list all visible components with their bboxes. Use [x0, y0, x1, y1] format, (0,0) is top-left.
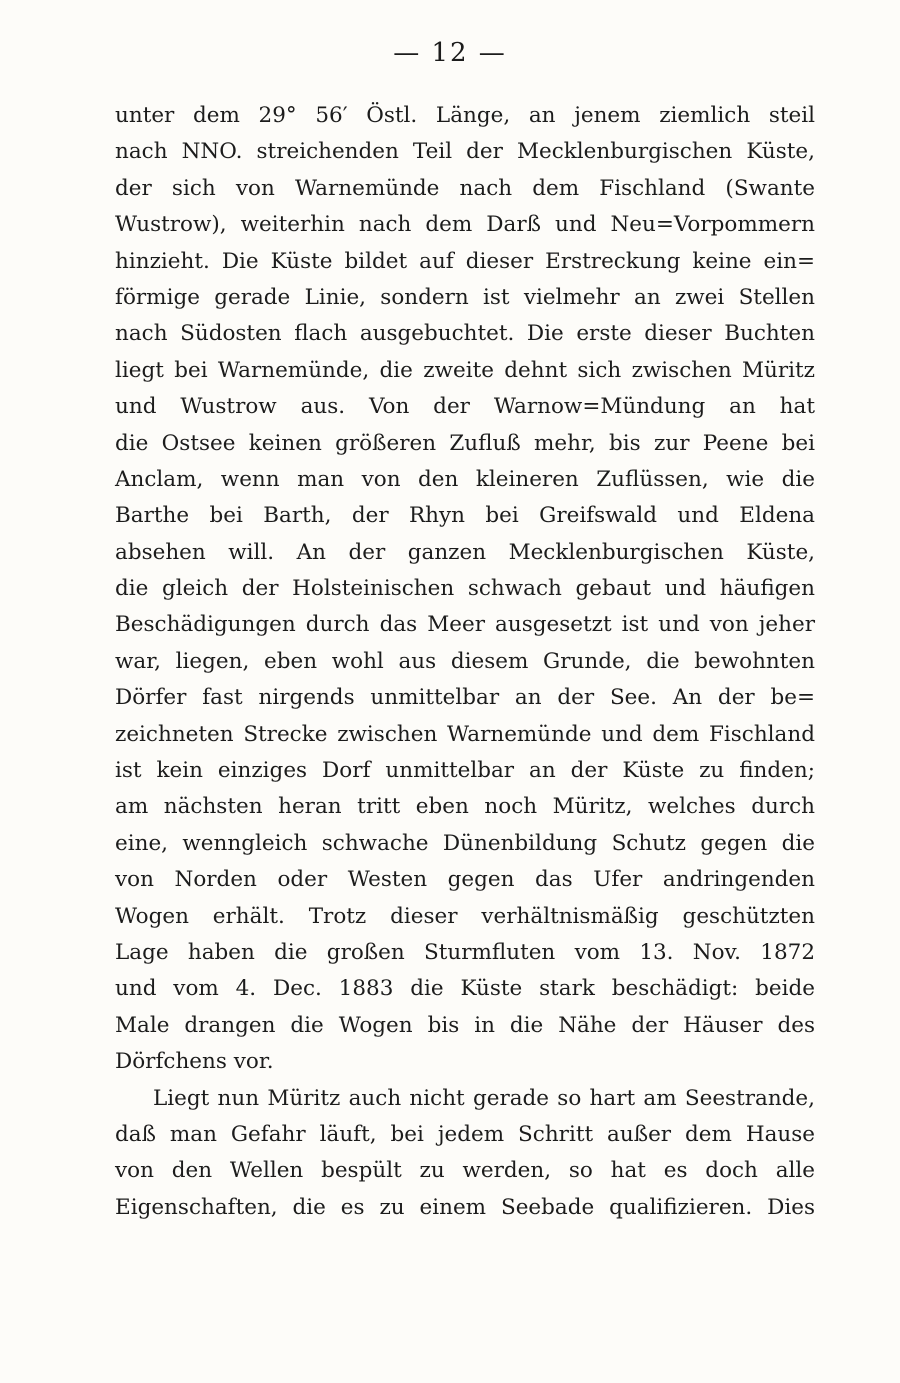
paragraph-start-line: Liegt nun Müritz auch nicht gerade so hart am Seestrande, [153, 1085, 815, 1111]
text-line: und vom 4. Dec. 1883 die Küste stark beschädigt: beide [115, 976, 815, 1002]
text-line: ist kein einziges Dorf unmittelbar an der Küste zu finden; [115, 758, 815, 784]
text-line: förmige gerade Linie, sondern ist vielmehr an zwei Stellen [115, 284, 815, 310]
text-line: der sich von Warnemünde nach dem Fischland (Swante [115, 175, 815, 201]
text-line: unter dem 29° 56′ Östl. Länge, an jenem ziemlich steil [115, 103, 815, 128]
text-line: die gleich der Holsteinischen schwach gebaut und häufigen [115, 576, 815, 602]
text-line: und Wustrow aus. Von der Warnow=Mündung an hat [115, 394, 815, 420]
text-line: die Ostsee keinen größeren Zufluß mehr, bis zur Peene bei [115, 430, 815, 456]
text-line: von Norden oder Westen gegen das Ufer andringenden [115, 867, 815, 893]
text-line: daß man Gefahr läuft, bei jedem Schritt außer dem Hause [115, 1121, 815, 1147]
text-line: Wogen erhält. Trotz dieser verhältnismäßig geschützten [115, 903, 815, 929]
text-line: hinzieht. Die Küste bildet auf dieser Erstreckung keine ein= [115, 248, 815, 274]
text-line: Barthe bei Barth, der Rhyn bei Greifswald und Eldena [115, 503, 815, 529]
text-line: am nächsten heran tritt eben noch Müritz, welches durch [115, 794, 815, 820]
text-line: zeichneten Strecke zwischen Warnemünde und dem Fischland [115, 721, 815, 747]
page-number: — 12 — [393, 38, 507, 68]
text-line: nach Südosten flach ausgebuchtet. Die erste dieser Buchten [115, 321, 815, 347]
text-line: liegt bei Warnemünde, die zweite dehnt sich zwischen Müritz [115, 357, 815, 383]
text-line: war, liegen, eben wohl aus diesem Grunde, die bewohnten [115, 648, 815, 674]
text-line: Male drangen die Wogen bis in die Nähe der Häuser des [115, 1012, 815, 1038]
text-line: eine, wenngleich schwache Dünenbildung Schutz gegen die [115, 830, 815, 856]
text-line: nach NNO. streichenden Teil der Mecklenburgischen Küste, [115, 139, 815, 165]
paragraph-end-line: Dörfchens vor. [115, 1049, 274, 1075]
text-line: Eigenschaften, die es zu einem Seebade qualifizieren. Dies [115, 1194, 815, 1220]
body-text [115, 98, 815, 1226]
text-line: Lage haben die großen Sturmfluten vom 13. Nov. 1872 [115, 939, 815, 965]
text-line: Wustrow), weiterhin nach dem Darß und Neu=Vorpommern [115, 212, 815, 238]
text-line: Anclam, wenn man von den kleineren Zuflüssen, wie die [115, 466, 815, 492]
text-line: von den Wellen bespült zu werden, so hat es doch alle [115, 1158, 815, 1184]
text-line: absehen will. An der ganzen Mecklenburgischen Küste, [115, 539, 815, 565]
text-line: Beschädigungen durch das Meer ausgesetzt ist und von jeher [115, 612, 815, 638]
text-line: Dörfer fast nirgends unmittelbar an der See. An der be= [115, 685, 815, 711]
